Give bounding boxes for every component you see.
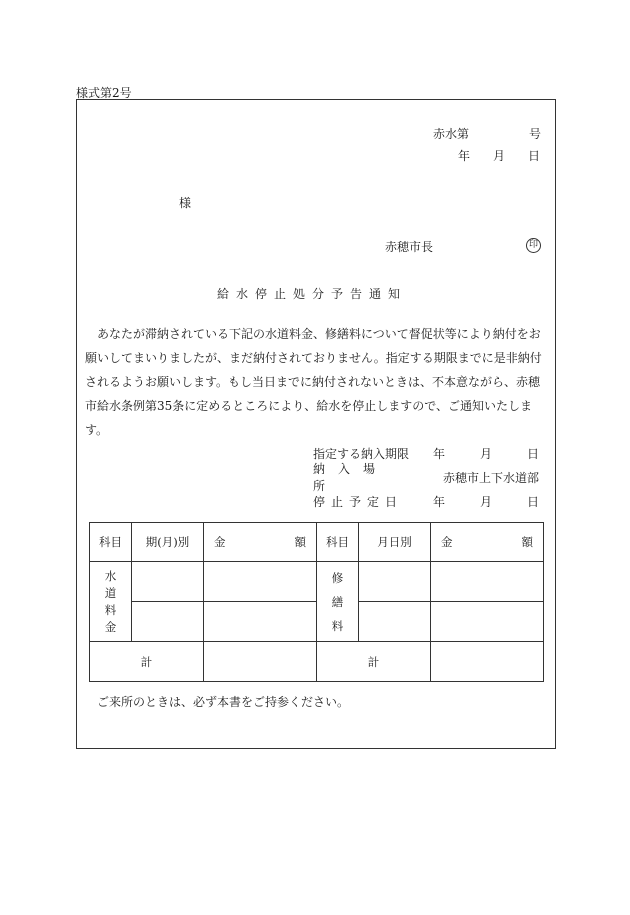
water-total-label: 計 xyxy=(90,642,204,682)
water-fee-label: 水 道 料 金 xyxy=(90,562,132,642)
repair-fee-label: 修 繕 料 xyxy=(317,562,359,642)
deadline-month: 月 xyxy=(479,446,492,461)
deadline-date xyxy=(413,445,539,462)
issue-date xyxy=(458,147,540,164)
total-row xyxy=(90,642,544,682)
payment-details xyxy=(313,441,539,513)
seal-mark: 印 xyxy=(526,238,541,253)
stop-day: 日 xyxy=(526,494,539,509)
repair-amount-cell-1 xyxy=(431,562,544,602)
header-amount-right: 金 額 xyxy=(431,523,544,562)
stop-month: 月 xyxy=(479,494,492,509)
notice-title: 給水停止処分予告通知 xyxy=(217,287,408,301)
footer-note: ご来所のときは、必ず本書をご持参ください。 xyxy=(97,695,350,709)
water-period-cell-1 xyxy=(132,562,204,602)
document-number-suffix: 号 xyxy=(529,127,542,141)
repair-total-amount xyxy=(431,642,544,682)
stop-date-label: 停止予定日 xyxy=(313,494,404,509)
sender-name: 赤穂市長 xyxy=(385,240,434,254)
notice-document xyxy=(76,99,556,749)
issue-date-year: 年 xyxy=(458,149,471,163)
fee-table xyxy=(89,522,544,682)
form-number: 様式第2号 xyxy=(76,86,132,100)
header-amount-left: 金 額 xyxy=(204,523,317,562)
water-amount-cell-1 xyxy=(204,562,317,602)
header-date: 月日別 xyxy=(359,523,431,562)
place-value: 赤穂市上下水道部 xyxy=(442,470,539,485)
header-subject-left: 科目 xyxy=(90,523,132,562)
addressee-honorific: 様 xyxy=(179,196,192,210)
repair-date-cell-1 xyxy=(359,562,431,602)
deadline-label: 指定する納入期限 xyxy=(313,446,410,461)
stop-date-row xyxy=(313,489,539,513)
stop-date xyxy=(413,493,539,510)
stop-year: 年 xyxy=(433,494,446,509)
place-label: 納入場所 xyxy=(313,462,389,493)
issue-date-month: 月 xyxy=(492,149,505,163)
deadline-year: 年 xyxy=(433,446,446,461)
table-row xyxy=(90,562,544,602)
water-total-amount xyxy=(204,642,317,682)
header-period: 期(月)別 xyxy=(132,523,204,562)
header-subject-right: 科目 xyxy=(317,523,359,562)
repair-total-label: 計 xyxy=(317,642,431,682)
document-number-label: 赤水第 xyxy=(433,127,470,141)
notice-body: あなたが滞納されている下記の水道料金、修繕料について督促状等により納付をお願いしてまいりましたが、まだ納付されておりません。指定する期限までに是非納付されるようお願いします。もし当日までに納付されないときは、不本意ながら、赤穂市給水条例第35条に定めるところにより、給水を停止しますので、ご通知いたします。 xyxy=(85,327,542,437)
repair-amount-cell-2 xyxy=(431,602,544,642)
water-amount-cell-2 xyxy=(204,602,317,642)
place-row xyxy=(313,462,539,493)
deadline-day: 日 xyxy=(526,446,539,461)
repair-date-cell-2 xyxy=(359,602,431,642)
issue-date-day: 日 xyxy=(527,149,540,163)
water-period-cell-2 xyxy=(132,602,204,642)
table-header-row xyxy=(90,523,544,562)
